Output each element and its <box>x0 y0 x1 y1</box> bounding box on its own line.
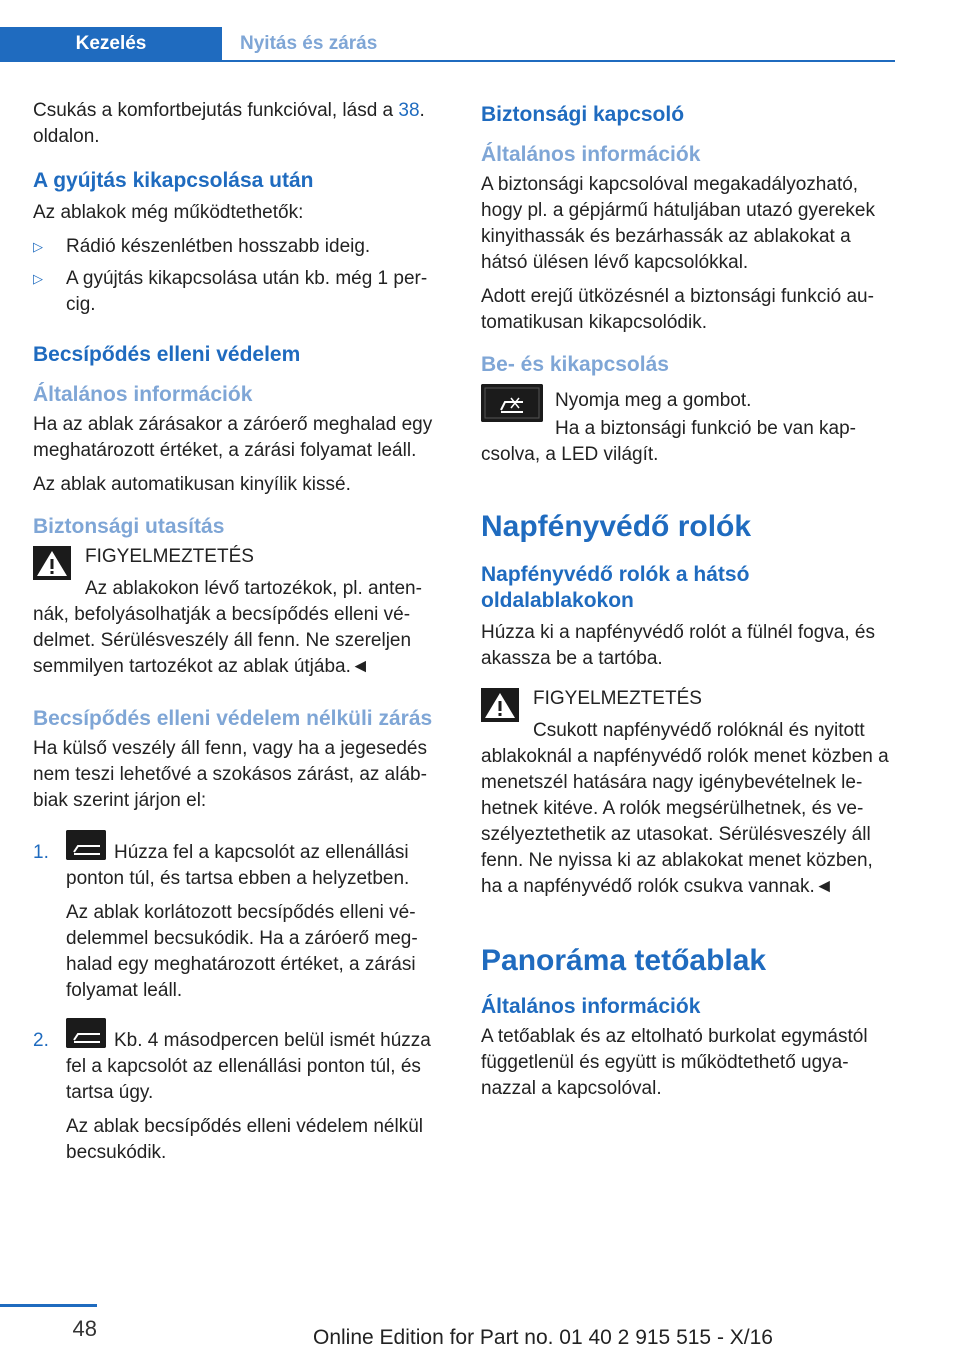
heading-general-info: Általános információk <box>33 383 253 406</box>
step-text <box>66 830 445 892</box>
list-item <box>33 266 445 318</box>
heading-safety-switch: Biztonsági kapcsoló <box>481 103 685 126</box>
paragraph-pinch-1: Ha az ablak zárásakor a záróerő meghalad egy meghatározott értéket, a zárási folyamat leáll. <box>33 414 433 461</box>
warning-triangle-icon <box>33 546 71 580</box>
header-rule <box>0 60 895 62</box>
list-item-text: Rádió készenlétben hosszabb ideig. <box>66 236 371 257</box>
step-detail: Az ablak korlátozott becsípődés elleni vé-delemmel becsukódik. Ha a záróerő meg-halad egy meghatározott értéket, a zárási folyamat leáll. <box>66 902 418 1001</box>
paragraph-switch-1: A biztonsági kapcsolóval megakadályozható, hogy pl. a gépjármű hátuljában utazó gyerekek kinyithassák és bezárhassák az ablakokat a hátsó ülésen lévő kapcsolókkal. <box>481 174 875 273</box>
paragraph-panorama: A tetőablak és az eltolható burkolat egymástól függetlenül és együtt is működtethető ugya-nazzal a kapcsolóval. <box>481 1026 868 1099</box>
triangle-right-icon: ▷ <box>33 239 43 254</box>
edition-footer: Online Edition for Part no. 01 40 2 915 515 - X/16 <box>313 1326 773 1349</box>
window-switch-icon <box>66 830 106 860</box>
warning-triangle-icon <box>481 688 519 722</box>
warning-text: Az ablakokon lévő tartozékok, pl. anten-nák, befolyásolhatják a becsípődés elleni vé-delmet. Sérülésveszély áll fenn. Ne szereljen semmilyen tartozékot az ablak útjába.◄ <box>33 578 422 677</box>
intro-text-end: . oldalon. <box>33 100 425 147</box>
heading-panorama: Panoráma tetőablak <box>481 944 767 977</box>
warning-heading: FIGYELMEZTETÉS <box>533 688 702 709</box>
step-text <box>66 1018 445 1106</box>
step-line: Húzza fel a kapcsolót az ellenállási ponton túl, és tartsa ebben a helyzetben. <box>66 842 410 889</box>
step-detail: Az ablak becsípődés elleni védelem nélkül becsukódik. <box>66 1116 423 1163</box>
warning-block <box>481 686 893 900</box>
right-column <box>481 98 893 1110</box>
heading-pinch-protection: Becsípődés elleni védelem <box>33 343 301 366</box>
heading-safety-instruction: Biztonsági utasítás <box>33 515 225 538</box>
tab-kezeles[interactable]: Kezelés <box>0 27 222 60</box>
heading-ignition-off: A gyújtás kikapcsolása után <box>33 169 314 192</box>
tab-nyitas-es-zaras[interactable]: Nyitás és zárás <box>240 32 378 54</box>
step-item <box>33 1018 445 1166</box>
intro-paragraph <box>33 98 445 150</box>
heading-closing-without-pinch: Becsípődés elleni védelem nélküli zárás <box>33 707 433 730</box>
intro-text: Csukás a komfortbejutás funkcióval, lásd a <box>33 100 399 121</box>
page-number-rule <box>0 1304 97 1307</box>
page-link[interactable]: 38 <box>398 100 420 121</box>
header-bar <box>0 27 895 61</box>
step-number: 2. <box>33 1030 49 1051</box>
heading-general-info-2: Általános információk <box>481 995 701 1018</box>
child-lock-button-icon <box>481 384 543 422</box>
step-number: 1. <box>33 842 49 863</box>
paragraph-no-pinch: Ha külső veszély áll fenn, vagy ha a jegesedés nem teszi lehetővé a szokásos zárást, az aláb-biak szerint járjon el: <box>33 738 427 811</box>
window-switch-icon <box>66 1018 106 1048</box>
paragraph-switch-2: Adott erejű ütközésnél a biztonsági funkció au-tomatikusan kikapcsolódik. <box>481 286 874 333</box>
bullet-list <box>33 234 445 318</box>
paragraph-led: Ha a biztonsági funkció be van kap-csolva, a LED világít. <box>481 418 857 465</box>
paragraph-press: Nyomja meg a gombot. <box>555 390 752 411</box>
page-number: 48 <box>72 1316 97 1341</box>
list-item <box>33 234 445 260</box>
step-line: Kb. 4 másodpercen belül ismét húzza fel a kapcsolót az ellenállási ponton túl, és tartsa úgy. <box>66 1030 431 1103</box>
warning-text: Csukott napfényvédő rolóknál és nyitott ablakoknál a napfényvédő rolók menet közben a menetszél hatására nagy igénybevételnek le-hetnek kitéve. A rolók megsérülhetnek, és ve-szélyeztethetik az utasokat. Sérülésveszély áll fenn. Ne nyissa ki az ablakokat menet közben, ha a napfényvédő rolók csukva vannak.◄ <box>481 720 889 897</box>
paragraph-pinch-2: Az ablak automatikusan kinyílik kissé. <box>33 474 351 495</box>
steps-list <box>33 830 445 1166</box>
list-item-text: A gyújtás kikapcsolása után kb. még 1 per-cig. <box>66 268 428 315</box>
heading-general-info: Általános információk <box>481 143 701 166</box>
heading-sunblinds-rear: Napfényvédő rolók a hátsó oldalablakokon <box>481 563 750 612</box>
heading-sunblinds: Napfényvédő rolók <box>481 510 752 543</box>
left-column <box>33 98 445 1180</box>
paragraph-sunblinds: Húzza ki a napfényvédő rolót a fülnél fogva, és akassza be a tartóba. <box>481 622 875 669</box>
heading-on-off: Be- és kikapcsolás <box>481 353 669 376</box>
paragraph-operable: Az ablakok még működtethetők: <box>33 202 304 223</box>
warning-heading: FIGYELMEZTETÉS <box>85 546 254 567</box>
warning-block <box>33 544 445 680</box>
step-item <box>33 830 445 1004</box>
triangle-right-icon: ▷ <box>33 271 43 286</box>
